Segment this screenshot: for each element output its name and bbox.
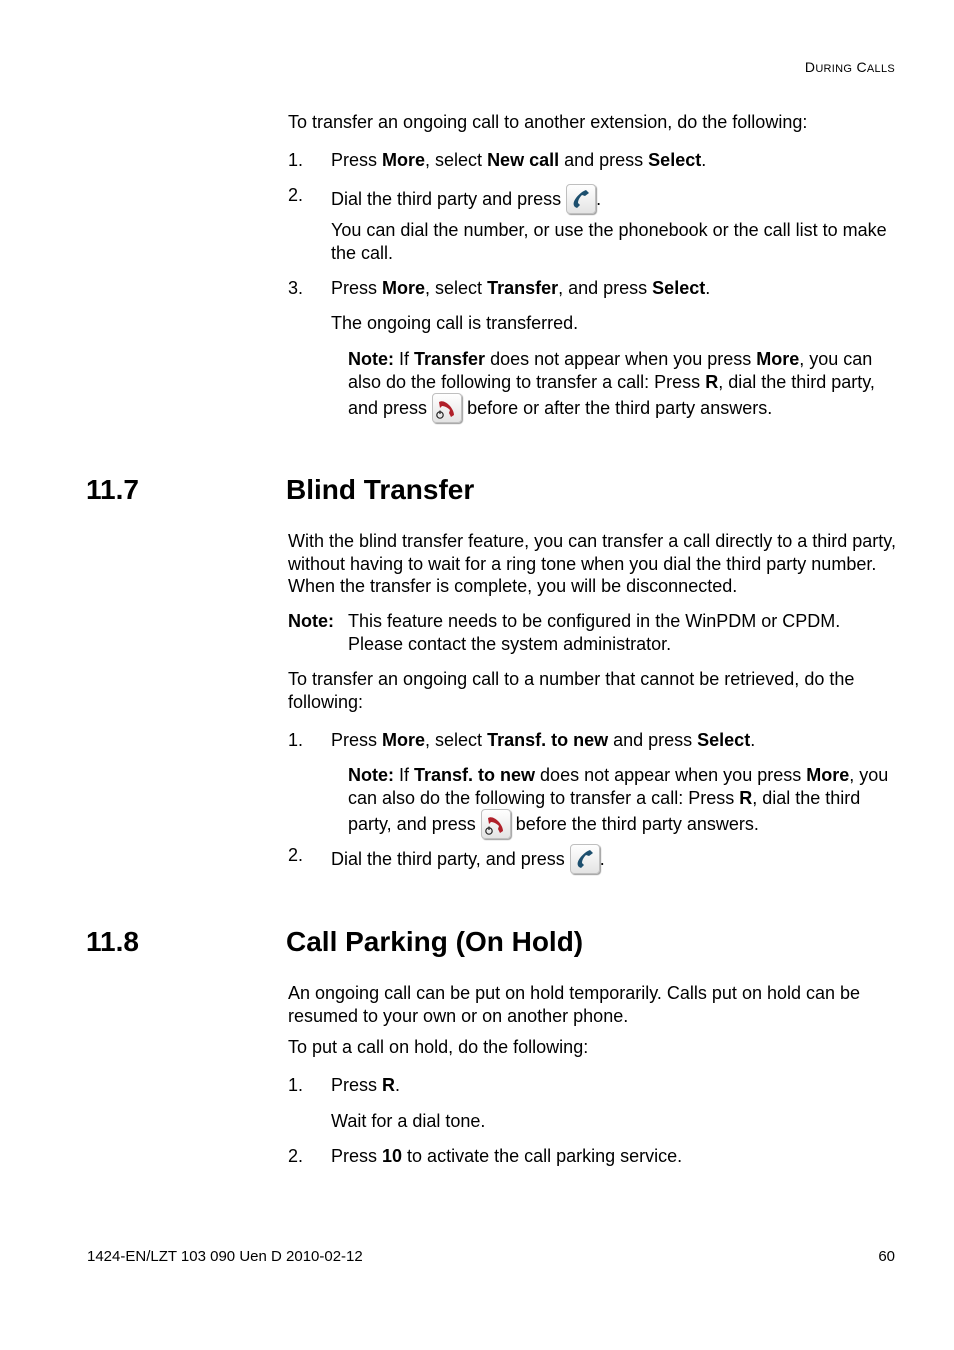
end-call-icon: [432, 393, 462, 423]
step-subtext: You can dial the number, or use the phonebook or the call list to make the call.: [331, 220, 887, 263]
step-number: 2.: [288, 185, 304, 205]
footer-document-id: 1424-EN/LZT 103 090 Uen D 2010-02-12: [87, 1248, 363, 1265]
running-header: DURING CALLS: [804, 59, 895, 75]
note-block: Note: If Transf. to new does not appear when you press More, you can also do the following to transfer a call: Press R, dial the third party, and press before the third party answers.: [348, 764, 898, 839]
call-icon: [570, 844, 600, 874]
step-text: Press R.: [331, 1075, 401, 1095]
step-text: Dial the third party and press .: [331, 184, 898, 214]
paragraph: With the blind transfer feature, you can transfer a call directly to a third party, without having to wait for a ring tone when you dial the third party number. When the transfer is complete, you will be disconnected.: [288, 531, 896, 596]
step-subtext: Wait for a dial tone.: [331, 1111, 486, 1131]
section-number: 11.7: [86, 474, 139, 505]
step-text: Press More, select Transfer, and press Select.: [331, 278, 711, 298]
paragraph: To put a call on hold, do the following:: [288, 1037, 589, 1057]
step-text: Dial the third party, and press .: [331, 844, 898, 874]
step-number: 2.: [288, 1146, 304, 1166]
end-call-icon: [481, 809, 511, 839]
section-number: 11.8: [86, 926, 139, 957]
note-label: Note:: [288, 611, 334, 631]
step-text: Press 10 to activate the call parking service.: [331, 1146, 683, 1166]
section-title: Call Parking (On Hold): [286, 926, 584, 957]
step-number: 1.: [288, 150, 304, 170]
section-title: Blind Transfer: [286, 474, 475, 505]
step-number: 1.: [288, 1075, 304, 1095]
intro-paragraph: To transfer an ongoing call to another extension, do the following:: [288, 112, 808, 132]
note-block: Note: If Transfer does not appear when you press More, you can also do the following to transfer a call: Press R, dial the third party, and press before or after the third party answers.: [348, 348, 898, 423]
note-text: This feature needs to be configured in the WinPDM or CPDM. Please contact the system administrator.: [348, 611, 841, 654]
step-number: 1.: [288, 730, 304, 750]
page-number: 60: [878, 1248, 895, 1265]
step-number: 3.: [288, 278, 304, 298]
step-text: Press More, select New call and press Select.: [331, 150, 707, 170]
step-subtext: The ongoing call is transferred.: [331, 313, 579, 333]
call-icon: [566, 184, 596, 214]
step-number: 2.: [288, 845, 304, 865]
paragraph: An ongoing call can be put on hold temporarily. Calls put on hold can be resumed to your own or on another phone.: [288, 983, 861, 1026]
paragraph: To transfer an ongoing call to a number that cannot be retrieved, do the following:: [288, 669, 855, 712]
step-text: Press More, select Transf. to new and press Select.: [331, 730, 756, 750]
